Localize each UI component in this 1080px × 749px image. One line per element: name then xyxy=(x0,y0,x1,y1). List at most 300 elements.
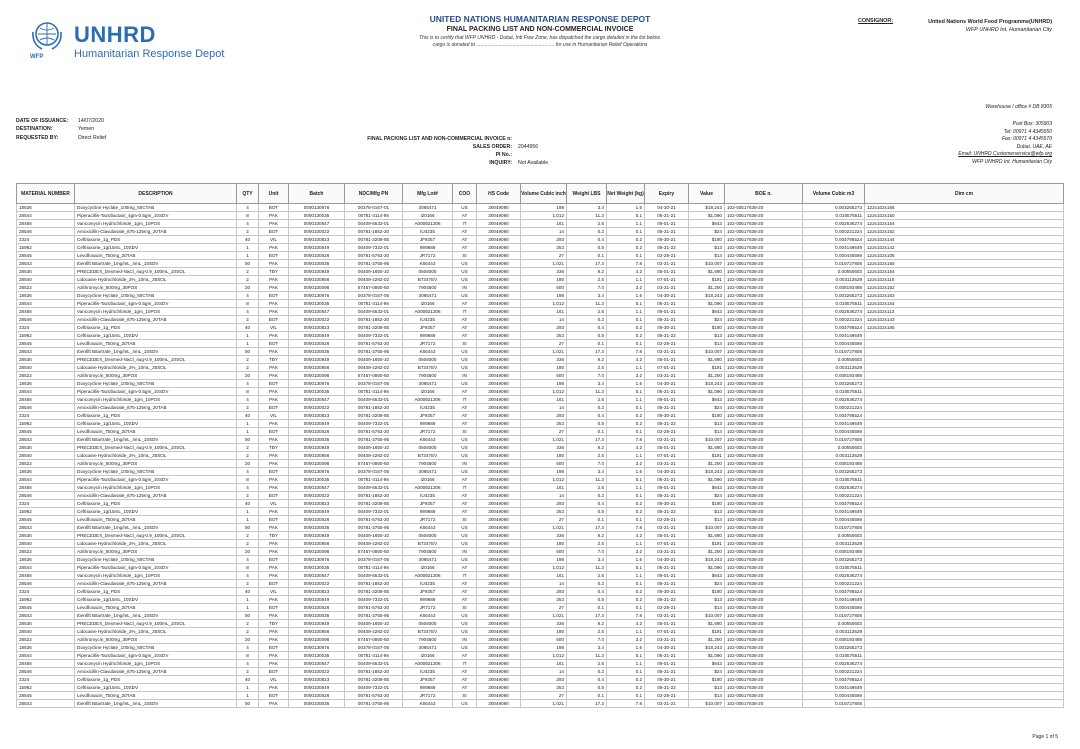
cell-expiry: 09-30-21 xyxy=(645,500,689,508)
cell-ndc-mfg-pn: 67457-0850-50 xyxy=(345,372,403,380)
cell-value: $643 xyxy=(689,308,725,316)
cell-ndc-mfg-pn: 00409-7332-01 xyxy=(345,596,403,604)
cell-coo: AT xyxy=(453,412,477,420)
meta-label: REQUESTED BY: xyxy=(16,134,59,141)
cell-unit: PAK xyxy=(259,460,289,468)
cell-hs-code: 30049090 xyxy=(477,476,521,484)
cell-value: $1,090 xyxy=(689,652,725,660)
cell-weight-lbs: 2.5 xyxy=(567,628,607,636)
cell-volume-cubic-inch: 293 xyxy=(521,676,567,684)
cell-batch: 0000130676 xyxy=(289,556,345,564)
cell-value: $13 xyxy=(689,596,725,604)
cell-volume-cubic-inch: 500 xyxy=(521,284,567,292)
cell-mfg-lot: JR7172 xyxy=(403,516,453,524)
cell-volume-cubic-m3: 0.002636274 xyxy=(803,572,865,580)
cell-hs-code: 30049090 xyxy=(477,436,521,444)
cell-value: $24 xyxy=(689,316,725,324)
cell-material-number: 18536 xyxy=(17,292,75,300)
cell-boe-number: 102-00517638-20 xyxy=(725,444,803,452)
cell-value: $10,007 xyxy=(689,612,725,620)
cell-unit: PAK xyxy=(259,348,289,356)
cell-net-weight-kg: 4.2 xyxy=(607,532,645,540)
cell-ndc-mfg-pn: 00409-7332-01 xyxy=(345,508,403,516)
cell-value: $10,007 xyxy=(689,436,725,444)
cell-expiry: 09-01-21 xyxy=(645,660,689,668)
cell-material-number: 28544 xyxy=(17,476,75,484)
cell-dim-cm xyxy=(865,460,1064,468)
cell-value: $13 xyxy=(689,332,725,340)
cell-batch: 0000100035 xyxy=(289,700,345,708)
table-row xyxy=(17,636,1064,644)
cell-expiry: 05-01-21 xyxy=(645,532,689,540)
cell-unit: VIL xyxy=(259,588,289,596)
cell-batch: 0000100849 xyxy=(289,268,345,276)
cell-coo: US xyxy=(453,348,477,356)
cell-value: $18,243 xyxy=(689,204,725,212)
cell-ndc-mfg-pn: 00781-5792-20 xyxy=(345,516,403,524)
cell-unit: PAK xyxy=(259,700,289,708)
contact-email[interactable]: Email: UNHRD Customerservice@wfp.org xyxy=(958,151,1052,157)
cell-coo: IN xyxy=(453,284,477,292)
cell-value: $1,200 xyxy=(689,548,725,556)
cell-batch: 0000100547 xyxy=(289,484,345,492)
cell-coo: AT xyxy=(453,228,477,236)
table-row xyxy=(17,348,1064,356)
table-row xyxy=(17,700,1064,708)
table-row xyxy=(17,204,1064,212)
cell-material-number: 28546 xyxy=(17,404,75,412)
cell-material-number: 28543 xyxy=(17,436,75,444)
cell-qty: 8 xyxy=(237,652,259,660)
cell-value: $10,007 xyxy=(689,700,725,708)
logo-wfp-text: WFP xyxy=(30,54,44,60)
cell-volume-cubic-inch: 14 xyxy=(521,228,567,236)
cell-mfg-lot: 0506000 xyxy=(403,268,453,276)
cell-boe-number: 102-00517638-20 xyxy=(725,284,803,292)
cell-volume-cubic-inch: 1,021 xyxy=(521,436,567,444)
cell-value: $13 xyxy=(689,684,725,692)
cell-volume-cubic-inch: 161 xyxy=(521,660,567,668)
cell-mfg-lot: I20166 xyxy=(403,652,453,660)
cell-material-number: 28522 xyxy=(17,636,75,644)
cell-volume-cubic-m3: 0.002636274 xyxy=(803,484,865,492)
cell-unit: PAK xyxy=(259,636,289,644)
cell-qty: 20 xyxy=(237,636,259,644)
cell-mfg-lot: 0506000 xyxy=(403,444,453,452)
cell-coo: US xyxy=(453,620,477,628)
cell-description: Vancomycin Hydrochloride_1gm_10POS xyxy=(75,396,237,404)
column-header-volume-cubic-m3: Volume Cubic m3 xyxy=(803,184,865,204)
cell-volume-cubic-inch: 199 xyxy=(521,204,567,212)
cell-weight-lbs: 0.5 xyxy=(567,332,607,340)
cell-dim-cm: 122x102x152 xyxy=(865,284,1064,292)
cell-dim-cm xyxy=(865,540,1064,548)
cell-description: Piperacillin-Tazobactam_4gm-0.5gm_10SDV xyxy=(75,388,237,396)
cell-qty: 2 xyxy=(237,540,259,548)
cell-description: Vancomycin Hydrochloride_1gm_10POS xyxy=(75,660,237,668)
cell-boe-number: 102-00517638-20 xyxy=(725,332,803,340)
cell-hs-code: 30049090 xyxy=(477,556,521,564)
cell-ndc-mfg-pn: 00409-4282-02 xyxy=(345,276,403,284)
cell-mfg-lot: JR7172 xyxy=(403,340,453,348)
cell-qty: 1 xyxy=(237,692,259,700)
cell-weight-lbs: 2.5 xyxy=(567,572,607,580)
cell-mfg-lot: 3085471 xyxy=(403,556,453,564)
cell-net-weight-kg: 1.5 xyxy=(607,468,645,476)
cell-batch: 0000100022 xyxy=(289,228,345,236)
cell-volume-cubic-m3: 0.016575511 xyxy=(803,212,865,220)
table-row xyxy=(17,404,1064,412)
cell-volume-cubic-inch: 27 xyxy=(521,692,567,700)
cell-volume-cubic-m3: 0.000445596 xyxy=(803,516,865,524)
cell-expiry: 05-31-22 xyxy=(645,684,689,692)
cell-expiry: 02-28-21 xyxy=(645,604,689,612)
cell-description: Lidocaine Hydrochloride_2%_10mL_25SOL xyxy=(75,628,237,636)
table-header-row xyxy=(17,184,1064,204)
cell-unit: PAK xyxy=(259,548,289,556)
cell-material-number: 28546 xyxy=(17,228,75,236)
cell-qty: 8 xyxy=(237,300,259,308)
cell-material-number: 28543 xyxy=(17,700,75,708)
cell-weight-lbs: 17.3 xyxy=(567,612,607,620)
cell-description: Amoxicillin-Clavulanate_875-125mg_20TAB xyxy=(75,668,237,676)
cell-volume-cubic-inch: 1,021 xyxy=(521,612,567,620)
meta-value: Direct Relief xyxy=(78,134,107,141)
cell-mfg-lot: K65443 xyxy=(403,524,453,532)
cell-boe-number: 102-00517638-20 xyxy=(725,220,803,228)
cell-volume-cubic-m3: 0.000445596 xyxy=(803,428,865,436)
cell-value: $24 xyxy=(689,404,725,412)
cell-value: $18,243 xyxy=(689,644,725,652)
cell-boe-number: 102-00517638-20 xyxy=(725,636,803,644)
table-row xyxy=(17,652,1064,660)
contact-tel: Tel: 00971 4 4345550 xyxy=(1003,128,1052,135)
cell-volume-cubic-inch: 293 xyxy=(521,500,567,508)
cell-coo: US xyxy=(453,644,477,652)
cell-boe-number: 102-00517638-20 xyxy=(725,468,803,476)
cell-material-number: 28540 xyxy=(17,364,75,372)
cell-expiry: 09-01-21 xyxy=(645,572,689,580)
cell-value: $14 xyxy=(689,340,725,348)
cell-qty: 4 xyxy=(237,484,259,492)
meta-label: INQUIRY: xyxy=(489,160,512,167)
column-header-unit: Unit xyxy=(259,184,289,204)
cell-expiry: 04-30-21 xyxy=(645,204,689,212)
cell-weight-lbs: 3.4 xyxy=(567,380,607,388)
cell-batch: 0000100026 xyxy=(289,516,345,524)
cell-net-weight-kg: 5.1 xyxy=(607,212,645,220)
cell-volume-cubic-m3: 0.008193498 xyxy=(803,548,865,556)
table-header xyxy=(17,184,1064,204)
cell-net-weight-kg: 1.1 xyxy=(607,452,645,460)
cell-unit: BOT xyxy=(259,316,289,324)
cell-qty: 2 xyxy=(237,580,259,588)
cell-ndc-mfg-pn: 00781-3208-85 xyxy=(345,324,403,332)
cell-ndc-mfg-pn: 00781-3755-95 xyxy=(345,260,403,268)
cell-boe-number: 102-00517638-20 xyxy=(725,484,803,492)
cell-expiry: 09-30-21 xyxy=(645,676,689,684)
cell-volume-cubic-m3: 0.00550603 xyxy=(803,356,865,364)
cell-hs-code: 30049090 xyxy=(477,204,521,212)
cell-value: $18,243 xyxy=(689,292,725,300)
cell-weight-lbs: 2.5 xyxy=(567,220,607,228)
cell-material-number: 28466 xyxy=(17,396,75,404)
cell-boe-number: 102-00517638-20 xyxy=(725,396,803,404)
cell-material-number: 28466 xyxy=(17,220,75,228)
cell-batch: 0000130676 xyxy=(289,468,345,476)
cell-volume-cubic-inch: 14 xyxy=(521,316,567,324)
table-row xyxy=(17,340,1064,348)
cell-qty: 1 xyxy=(237,340,259,348)
cell-dim-cm xyxy=(865,476,1064,484)
cell-batch: 0000100035 xyxy=(289,436,345,444)
cell-material-number: 28544 xyxy=(17,300,75,308)
cell-hs-code: 30049090 xyxy=(477,228,521,236)
cell-expiry: 05-31-22 xyxy=(645,420,689,428)
cell-expiry: 02-28-21 xyxy=(645,516,689,524)
consignor-name: United Nations World Food Programme(UNHRD) xyxy=(928,19,1052,25)
cell-description: Ibenfift Bitartrate_1mg/mL_4mL_10SDV xyxy=(75,524,237,532)
cell-boe-number: 102-00517638-20 xyxy=(725,628,803,636)
cell-volume-cubic-m3: 0.003265273 xyxy=(803,380,865,388)
cell-boe-number: 102-00517638-20 xyxy=(725,684,803,692)
table-row xyxy=(17,660,1064,668)
logo-subtitle: Humanitarian Response Depot xyxy=(74,48,225,60)
cell-batch: 0000100098 xyxy=(289,460,345,468)
cell-dim-cm xyxy=(865,684,1064,692)
cell-qty: 1 xyxy=(237,508,259,516)
meta-row-invoice-number xyxy=(300,135,620,143)
cell-mfg-lot: K65443 xyxy=(403,348,453,356)
cell-boe-number: 102-00517638-20 xyxy=(725,460,803,468)
cell-ndc-mfg-pn: 00409-1650-10 xyxy=(345,268,403,276)
cell-coo: US xyxy=(453,204,477,212)
cell-net-weight-kg: 0.2 xyxy=(607,236,645,244)
cell-dim-cm xyxy=(865,668,1064,676)
packing-list-table-wrap xyxy=(16,183,1064,708)
cell-dim-cm xyxy=(865,700,1064,708)
cell-material-number: 28536 xyxy=(17,356,75,364)
cell-net-weight-kg: 0.1 xyxy=(607,252,645,260)
cell-coo: AT xyxy=(453,300,477,308)
cell-expiry: 05-01-21 xyxy=(645,444,689,452)
cell-batch: 0000130035 xyxy=(289,388,345,396)
cell-net-weight-kg: 4.2 xyxy=(607,268,645,276)
cell-batch: 0000100098 xyxy=(289,636,345,644)
cell-weight-lbs: 2.5 xyxy=(567,452,607,460)
cell-volume-cubic-inch: 161 xyxy=(521,396,567,404)
cell-description: Lidocaine Hydrochloride_2%_10mL_25SOL xyxy=(75,364,237,372)
certification-line-2: cargo is donated to ........................................................ for use in Humanitarian Relief Operations xyxy=(432,41,648,48)
cell-hs-code: 30049090 xyxy=(477,580,521,588)
cell-qty: 4 xyxy=(237,660,259,668)
cell-description: Ibenfift Bitartrate_1mg/mL_4mL_10SDV xyxy=(75,260,237,268)
cell-unit: PAK xyxy=(259,260,289,268)
column-header-hs-code: HS Code xyxy=(477,184,521,204)
cell-boe-number: 102-00517638-20 xyxy=(725,348,803,356)
cell-dim-cm xyxy=(865,660,1064,668)
cell-expiry: 05-31-21 xyxy=(645,492,689,500)
cell-ndc-mfg-pn: 00781-3114-95 xyxy=(345,300,403,308)
cell-batch: 0000100549 xyxy=(289,684,345,692)
cell-coo: US xyxy=(453,380,477,388)
cell-material-number: 28540 xyxy=(17,452,75,460)
cell-weight-lbs: 0.1 xyxy=(567,252,607,260)
cell-hs-code: 30049090 xyxy=(477,700,521,708)
cell-net-weight-kg: 1.1 xyxy=(607,484,645,492)
table-body xyxy=(17,204,1064,708)
cell-mfg-lot: I20166 xyxy=(403,476,453,484)
table-row xyxy=(17,244,1064,252)
cell-dim-cm xyxy=(865,444,1064,452)
cell-hs-code: 30049090 xyxy=(477,340,521,348)
cell-unit: BOT xyxy=(259,492,289,500)
cell-mfg-lot: A000821306 xyxy=(403,660,453,668)
cell-description: Piperacillin-Tazobactam_4gm-0.5gm_10SDV xyxy=(75,476,237,484)
cell-ndc-mfg-pn: 00781-3755-95 xyxy=(345,700,403,708)
cell-dim-cm xyxy=(865,348,1064,356)
cell-volume-cubic-inch: 14 xyxy=(521,492,567,500)
cell-qty: 4 xyxy=(237,556,259,564)
table-row xyxy=(17,644,1064,652)
cell-material-number: 28545 xyxy=(17,516,75,524)
cell-value: $18,243 xyxy=(689,556,725,564)
table-row xyxy=(17,476,1064,484)
cell-hs-code: 30049090 xyxy=(477,492,521,500)
contact-org: WFP UNHRD Int. Humanitarian City xyxy=(972,158,1052,165)
cell-batch: 0000100856 xyxy=(289,276,345,284)
cell-batch: 0000100856 xyxy=(289,452,345,460)
table-row xyxy=(17,364,1064,372)
cell-dim-cm xyxy=(865,340,1064,348)
cell-volume-cubic-inch: 27 xyxy=(521,428,567,436)
cell-hs-code: 30049090 xyxy=(477,524,521,532)
warehouse-office: Warehouse / office # DB 8305 xyxy=(985,104,1052,110)
cell-coo: SI xyxy=(453,252,477,260)
cell-coo: SI xyxy=(453,692,477,700)
cell-dim-cm xyxy=(865,564,1064,572)
cell-coo: SI xyxy=(453,516,477,524)
cell-unit: PAK xyxy=(259,612,289,620)
cell-net-weight-kg: 3.2 xyxy=(607,372,645,380)
meta-row-date xyxy=(16,117,106,125)
cell-expiry: 03-31-21 xyxy=(645,348,689,356)
table-row xyxy=(17,484,1064,492)
cell-weight-lbs: 0.1 xyxy=(567,604,607,612)
wfp-emblem-icon xyxy=(30,18,64,54)
cell-boe-number: 102-00517638-20 xyxy=(725,516,803,524)
table-row xyxy=(17,420,1064,428)
cell-coo: US xyxy=(453,268,477,276)
cell-net-weight-kg: 1.5 xyxy=(607,204,645,212)
cell-volume-cubic-inch: 27 xyxy=(521,604,567,612)
cell-volume-cubic-inch: 500 xyxy=(521,372,567,380)
cell-dim-cm xyxy=(865,428,1064,436)
cell-material-number: 28545 xyxy=(17,252,75,260)
cell-dim-cm: 122x102x166 xyxy=(865,204,1064,212)
cell-description: PRECEDEX_Dexmed-NaCl_4ug-0.9_100mL_10SOL xyxy=(75,532,237,540)
cell-value: $18,243 xyxy=(689,468,725,476)
cell-coo: AT xyxy=(453,324,477,332)
cell-unit: BOT xyxy=(259,604,289,612)
cell-boe-number: 102-00517638-20 xyxy=(725,324,803,332)
cell-material-number: 28545 xyxy=(17,692,75,700)
cell-volume-cubic-m3: 0.003265273 xyxy=(803,204,865,212)
cell-qty: 8 xyxy=(237,476,259,484)
cell-expiry: 03-31-21 xyxy=(645,700,689,708)
cell-boe-number: 102-00517638-20 xyxy=(725,212,803,220)
cell-qty: 40 xyxy=(237,676,259,684)
column-header-qty: QTY xyxy=(237,184,259,204)
cell-qty: 50 xyxy=(237,436,259,444)
cell-coo: AT xyxy=(453,404,477,412)
cell-boe-number: 102-00517638-20 xyxy=(725,612,803,620)
cell-value: $1,200 xyxy=(689,372,725,380)
cell-volume-cubic-m3: 0.000221224 xyxy=(803,316,865,324)
cell-material-number: 28522 xyxy=(17,284,75,292)
cell-hs-code: 30049090 xyxy=(477,236,521,244)
table-row xyxy=(17,356,1064,364)
cell-batch: 0000100035 xyxy=(289,348,345,356)
meta-label: DESTINATION: xyxy=(16,126,53,133)
cell-hs-code: 30049090 xyxy=(477,692,521,700)
cell-boe-number: 102-00517638-20 xyxy=(725,668,803,676)
cell-dim-cm xyxy=(865,604,1064,612)
cell-weight-lbs: 9.2 xyxy=(567,532,607,540)
cell-expiry: 03-31-21 xyxy=(645,612,689,620)
cell-dim-cm xyxy=(865,652,1064,660)
cell-weight-lbs: 7.0 xyxy=(567,636,607,644)
cell-description: Ceftriaxone_1g_PDS xyxy=(75,236,237,244)
cell-description: Lidocaine Hydrochloride_2%_10mL_25SOL xyxy=(75,540,237,548)
cell-volume-cubic-m3: 0.003113529 xyxy=(803,364,865,372)
cell-weight-lbs: 11.3 xyxy=(567,212,607,220)
column-header-mfg-lot: Mfg Lot# xyxy=(403,184,453,204)
cell-coo: US xyxy=(453,524,477,532)
cell-qty: 2 xyxy=(237,228,259,236)
cell-material-number: 28540 xyxy=(17,276,75,284)
cell-hs-code: 30049090 xyxy=(477,612,521,620)
cell-ndc-mfg-pn: 00781-1852-20 xyxy=(345,316,403,324)
cell-ndc-mfg-pn: 00378-0167-05 xyxy=(345,468,403,476)
cell-coo: AT xyxy=(453,588,477,596)
cell-expiry: 07-01-21 xyxy=(645,364,689,372)
cell-net-weight-kg: 1.1 xyxy=(607,396,645,404)
cell-volume-cubic-m3: 0.016575511 xyxy=(803,564,865,572)
cell-description: Ceftriaxone_1g/15mL_10SDV xyxy=(75,420,237,428)
cell-volume-cubic-m3: 0.003265273 xyxy=(803,292,865,300)
cell-material-number: 28522 xyxy=(17,548,75,556)
cell-coo: US xyxy=(453,532,477,540)
cell-net-weight-kg: 5.1 xyxy=(607,300,645,308)
cell-batch: 0000100849 xyxy=(289,356,345,364)
table-row xyxy=(17,684,1064,692)
cell-net-weight-kg: 1.1 xyxy=(607,364,645,372)
cell-batch: 0000100856 xyxy=(289,628,345,636)
cell-mfg-lot: IU4235 xyxy=(403,228,453,236)
cell-description: PRECEDEX_Dexmed-NaCl_4ug-0.9_100mL_10SOL xyxy=(75,268,237,276)
cell-value: $13 xyxy=(689,508,725,516)
column-header-weight-lbs: Weight LBS xyxy=(567,184,607,204)
cell-value: $180 xyxy=(689,324,725,332)
table-row xyxy=(17,212,1064,220)
cell-dim-cm xyxy=(865,388,1064,396)
cell-qty: 40 xyxy=(237,412,259,420)
cell-material-number: 28546 xyxy=(17,316,75,324)
cell-ndc-mfg-pn: 00781-3114-95 xyxy=(345,564,403,572)
cell-value: $180 xyxy=(689,588,725,596)
cell-material-number: 2324 xyxy=(17,412,75,420)
